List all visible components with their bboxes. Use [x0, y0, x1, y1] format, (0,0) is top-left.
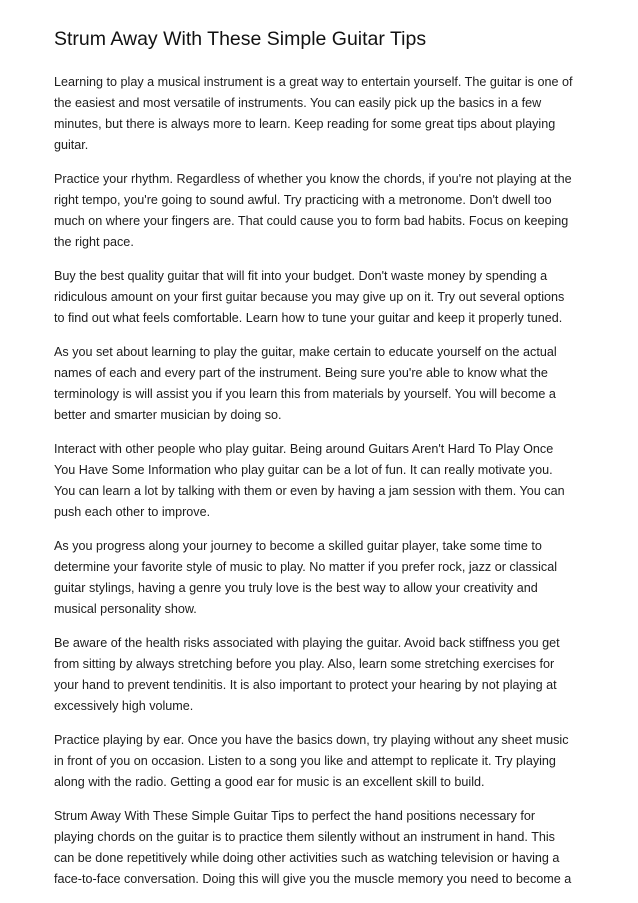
paragraph — [54, 266, 590, 329]
paragraph-line: terminology is will assist you if you learn this from materials by yourself. You will become a — [54, 387, 556, 401]
paragraph-line: You can learn a lot by talking with them or even by having a jam session with them. You can — [54, 484, 565, 498]
paragraph-line: the right pace. — [54, 235, 134, 249]
paragraph-line: Buy the best quality guitar that will fit into your budget. Don't waste money by spending a — [54, 269, 548, 283]
paragraph-line: As you set about learning to play the guitar, make certain to educate yourself on the actual — [54, 345, 557, 359]
paragraph-line: along with the radio. Getting a good ear for music is an excellent skill to build. — [54, 775, 485, 789]
paragraph-line: ridiculous amount on your first guitar because you may give up on it. Try out several options — [54, 290, 565, 304]
paragraph-line: push each other to improve. — [54, 505, 211, 519]
paragraph-line: Practice your rhythm. Regardless of whether you know the chords, if you're not playing at the — [54, 172, 572, 186]
paragraph — [54, 536, 590, 620]
paragraph — [54, 806, 590, 890]
document-title: Strum Away With These Simple Guitar Tips — [54, 28, 427, 50]
paragraph-line: Learning to play a musical instrument is a great way to entertain yourself. The guitar is one of — [54, 75, 573, 89]
paragraph-line: from sitting by always stretching before you play. Also, learn some stretching exercises for — [54, 657, 555, 671]
paragraph-line: guitar stylings, having a genre you truly love is the best way to allow your creativity and — [54, 581, 538, 595]
paragraph-line: guitar. — [54, 138, 89, 152]
paragraph-line: Strum Away With These Simple Guitar Tips to perfect the hand positions necessary for — [54, 809, 536, 823]
paragraph-line: As you progress along your journey to become a skilled guitar player, take some time to — [54, 539, 542, 553]
paragraph — [54, 342, 590, 426]
paragraph — [54, 633, 590, 717]
paragraph — [54, 439, 590, 523]
paragraph-line: your hand to prevent tendinitis. It is also important to protect your hearing by not playing at — [54, 678, 557, 692]
paragraph-line: Practice playing by ear. Once you have the basics down, try playing without any sheet music — [54, 733, 569, 747]
paragraph-line: can be done repetitively while doing other activities such as watching television or having a — [54, 851, 560, 865]
paragraph-line: excessively high volume. — [54, 699, 194, 713]
paragraph-line: playing chords on the guitar is to practice them silently without an instrument in hand. This — [54, 830, 555, 844]
paragraph-line: better and smarter musician by doing so. — [54, 408, 282, 422]
paragraph-line: Be aware of the health risks associated with playing the guitar. Avoid back stiffness you get — [54, 636, 560, 650]
paragraph-line: Interact with other people who play guitar. Being around Guitars Aren't Hard To Play Once — [54, 442, 554, 456]
paragraph-line: in front of you on occasion. Listen to a song you like and attempt to replicate it. Try playing — [54, 754, 556, 768]
paragraph-line: right tempo, you're going to sound awful. Try practicing with a metronome. Don't dwell too — [54, 193, 552, 207]
paragraph-line: minutes, but there is always more to learn. Keep reading for some great tips about playing — [54, 117, 556, 131]
paragraph — [54, 169, 590, 253]
paragraph — [54, 730, 590, 793]
paragraph-line: to find out what feels comfortable. Learn how to tune your guitar and keep it properly tuned. — [54, 311, 563, 325]
paragraph — [54, 72, 590, 156]
document-body — [54, 72, 590, 890]
paragraph-line: You Have Some Information who play guitar can be a lot of fun. It can really motivate you. — [54, 463, 553, 477]
paragraph-line: face-to-face conversation. Doing this will give you the muscle memory you need to become a — [54, 872, 572, 886]
paragraph-line: much on where your fingers are. That could cause you to form bad habits. Focus on keeping — [54, 214, 569, 228]
paragraph-line: the easiest and most versatile of instruments. You can easily pick up the basics in a few — [54, 96, 542, 110]
paragraph-line: names of each and every part of the instrument. Being sure you're able to know what the — [54, 366, 548, 380]
paragraph-line: musical personality show. — [54, 602, 197, 616]
paragraph-line: determine your favorite style of music to play. No matter if you prefer rock, jazz or classical — [54, 560, 557, 574]
document-page — [54, 26, 590, 903]
